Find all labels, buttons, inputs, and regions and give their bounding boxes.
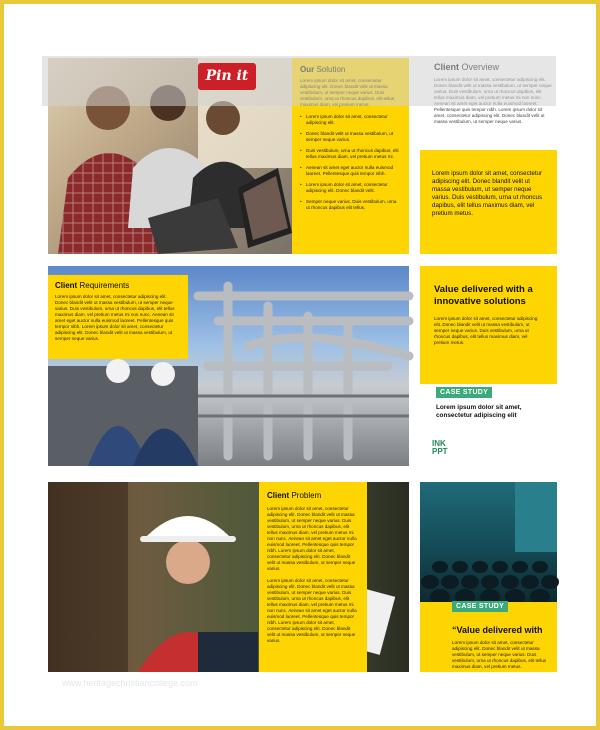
case-study-badge-2: CASE STUDY xyxy=(452,601,508,612)
logo-top-text: INK xyxy=(432,439,446,448)
auditorium-illustration xyxy=(420,482,557,602)
list-item: • Lorem ipsum dolor sit amet, consectetur adipiscing elit. xyxy=(300,114,401,126)
inkppt-logo xyxy=(432,440,458,464)
client-problem-heading xyxy=(267,490,359,501)
client-overview-quote: Lorem ipsum dolor sit amet, consectetur adipiscing elit. Donec blandit velit ut massa vestibulum, ut semper neque varius. Duis vestibulum, urna ut rhoncus dapibus, elit tellus maximus diam, vel pretium metus. xyxy=(432,170,543,217)
case-study-badge: CASE STUDY xyxy=(436,387,492,398)
case-study-value-panel xyxy=(420,266,557,384)
list-item: • Lorem ipsum dolor sit amet, consectetur adipiscing elit. Donec blandit velit. xyxy=(300,182,401,194)
client-requirements-heading-bold: Client xyxy=(55,281,78,290)
client-problem-heading-bold: Client xyxy=(267,491,290,500)
case-study-quote-title: “Value delivered with xyxy=(452,625,543,635)
list-item: • Semper neque varius. Duis vestibulum, urna ut rhoncus dapibus elit tellus. xyxy=(300,199,401,211)
watermark-text: www.heritagechristiancollege.com xyxy=(62,678,198,688)
client-overview-text: Pellentesque quis tempor nibh. Lorem ipsum dolor sit amet, consectetur adipiscing elit. Donec blandit velit ut massa vestibulum, ut semper neque varius. xyxy=(434,107,545,124)
case-study-value-title: Value delivered with a innovative solutions xyxy=(434,284,533,307)
client-problem-text-1: Lorem ipsum dolor sit amet, consectetur adipiscing elit. Donec blandit velit ut massa vestibulum, ut semper neque varius. Duis vestibulum, urna ut rhoncus dapibus, elit tellus maximus diam, vel pretium metus mi non nunc. Aenean sit amet eget auctor nulla euismod laoreet. Pellentesque quis tempor nibh. Lorem ipsum dolor sit amet, consectetur adipiscing elit. Donec blandit velit ut massa vestibulum, ut semper neque varius. xyxy=(267,506,357,571)
case-study-quote-text: Lorem ipsum dolor sit amet, consectetur adipiscing elit. Donec blandit velit ut massa vestibulum, ut semper neque varius. Duis vestibulum, urna ut rhoncus dapibus, elit tellus maximus diam, vel pretium metus. xyxy=(452,640,547,669)
auditorium-photo xyxy=(420,482,557,602)
logo-bottom-text: PPT xyxy=(432,447,448,456)
pin-overlay-bar xyxy=(42,56,556,106)
pin-it-button[interactable]: Pin it xyxy=(198,63,256,90)
case-study-value-text: Lorem ipsum dolor sit amet, consectetur adipiscing elit. Donec blandit velit ut massa vestibulum, ut semper neque varius. Duis vestibulum, urna ut rhoncus dapibus, elit tellus maximus diam, vel pretium metus. xyxy=(434,316,538,345)
client-problem-panel xyxy=(259,482,367,672)
client-requirements-heading-light: Requirements xyxy=(79,281,130,290)
client-problem-heading-light: Problem xyxy=(291,491,322,500)
case-study-quote-panel xyxy=(420,602,557,672)
list-item: • Aenean sit amet eget auctor nulla euismod laoreet. Pellentesque quis tempor nibh. xyxy=(300,165,401,177)
client-requirements-text: Lorem ipsum dolor sit amet, consectetur adipiscing elit. Donec blandit velit ut massa vestibulum, ut semper neque varius. Duis vestibulum, urna ut rhoncus dapibus, elit tellus maximus diam, vel pretium metus mi non nunc. Aenean sit amet eget auctor nulla euismod laoreet. Pellentesque quis tempor nibh. Lorem ipsum dolor sit amet, consectetur adipiscing elit. Donec blandit velit ut massa vestibulum, ut semper neque varius. xyxy=(55,294,175,341)
client-overview-quote-box xyxy=(420,150,557,254)
client-problem-text-2: Lorem ipsum dolor sit amet, consectetur adipiscing elit. Donec blandit velit ut massa vestibulum, ut semper neque varius. Duis vestibulum, urna ut rhoncus dapibus, elit tellus maximus diam, vel pretium metus mi non nunc. Aenean sit amet eget auctor nulla euismod laoreet. Pellentesque quis tempor nibh. Lorem ipsum dolor sit amet, consectetur adipiscing elit. Donec blandit velit ut massa vestibulum, ut semper neque varius. xyxy=(267,578,357,643)
list-item: • Duis vestibulum, urna ut rhoncus dapibus, elit tellus maximus diam, vel pretium metus mi. xyxy=(300,148,401,160)
client-requirements-panel xyxy=(48,275,188,359)
list-item: • Donec blandit velit ut massa vestibulum, ut semper neque varius. xyxy=(300,131,401,143)
our-solution-list xyxy=(300,114,401,211)
client-requirements-heading xyxy=(55,280,181,291)
case-study-tagline: Lorem ipsum dolor sit amet, consectetur adipiscing elit xyxy=(436,404,522,419)
